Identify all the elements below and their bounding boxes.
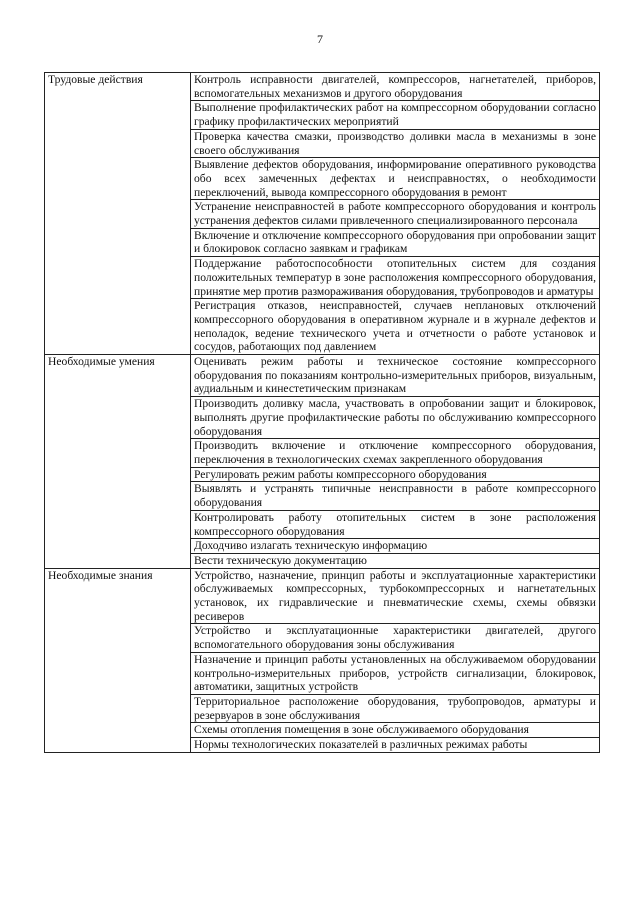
table-cell: Схемы отопления помещения в зоне обслуживаемого оборудования	[191, 723, 600, 738]
category-required-knowledge: Необходимые знания	[45, 568, 191, 752]
table-cell: Устройство, назначение, принцип работы и эксплуатационные характеристики обслуживаемых компрессорных, турбокомпрессорных и нагнетательных установок, их гидравлические и пневматические схемы, схемы обвязки ресиверов	[191, 568, 600, 624]
table-cell: Устранение неисправностей в работе компрессорного оборудования и контроль устранения дефектов силами привлеченного специализированного персонала	[191, 200, 600, 228]
table-cell: Выявлять и устранять типичные неисправности в работе компрессорного оборудования	[191, 482, 600, 510]
table-cell: Производить доливку масла, участвовать в опробовании защит и блокировок, выполнять другие профилактические работы по обслуживанию компрессорного оборудования	[191, 397, 600, 439]
table-cell: Выявление дефектов оборудования, информирование оперативного руководства обо всех замеченных дефектах и неисправностях, о необходимости переключений, вывода компрессорного оборудования в ремонт	[191, 158, 600, 200]
table-cell: Доходчиво излагать техническую информацию	[191, 539, 600, 554]
table-cell: Территориальное расположение оборудования, трубопроводов, арматуры и резервуаров в зоне обслуживания	[191, 694, 600, 722]
qualification-table	[44, 72, 600, 753]
table-row	[45, 73, 600, 101]
category-labor-actions: Трудовые действия	[45, 73, 191, 355]
table-cell: Производить включение и отключение компрессорного оборудования, переключения в технологических схемах закрепленного оборудования	[191, 439, 600, 467]
table-row	[45, 355, 600, 397]
page-number: 7	[317, 32, 323, 46]
table-cell: Устройство и эксплуатационные характеристики двигателей, другого вспомогательного оборудования зоны обслуживания	[191, 624, 600, 652]
table-cell: Контроль исправности двигателей, компрессоров, нагнетателей, приборов, вспомогательных механизмов и другого оборудования	[191, 73, 600, 101]
table-cell: Регулировать режим работы компрессорного оборудования	[191, 467, 600, 482]
page-bottom-margin	[0, 868, 640, 905]
table-cell: Поддержание работоспособности отопительных систем для создания положительных температур в зоне расположения компрессорного оборудования, принятие мер против размораживания оборудования, трубопроводов и арматуры	[191, 257, 600, 299]
table-cell: Включение и отключение компрессорного оборудования при опробовании защит и блокировок согласно заявкам и графикам	[191, 228, 600, 256]
table-cell: Назначение и принцип работы установленных на обслуживаемом оборудовании контрольно-измерительных приборов, устройств сигнализации, блокировок, автоматики, защитных устройств	[191, 652, 600, 694]
table-cell: Вести техническую документацию	[191, 553, 600, 568]
table-row	[45, 568, 600, 624]
table-cell: Нормы технологических показателей в различных режимах работы	[191, 738, 600, 753]
table-cell: Проверка качества смазки, производство доливки масла в механизмы в зоне своего обслуживания	[191, 129, 600, 157]
table-cell: Регистрация отказов, неисправностей, случаев неплановых отключений компрессорного оборудования в оперативном журнале и в журнале дефектов и неполадок, ведение технического учета и отчетности о работе установок и сосудов, работающих под давлением	[191, 299, 600, 355]
table-cell: Контролировать работу отопительных систем в зоне расположения компрессорного оборудования	[191, 510, 600, 538]
table-cell: Выполнение профилактических работ на компрессорном оборудовании согласно графику профилактических мероприятий	[191, 101, 600, 129]
table-cell: Оценивать режим работы и техническое состояние компрессорного оборудования по показаниям контрольно-измерительных приборов, визуальным, аудиальным и кинестетическим признакам	[191, 355, 600, 397]
category-required-skills: Необходимые умения	[45, 355, 191, 569]
